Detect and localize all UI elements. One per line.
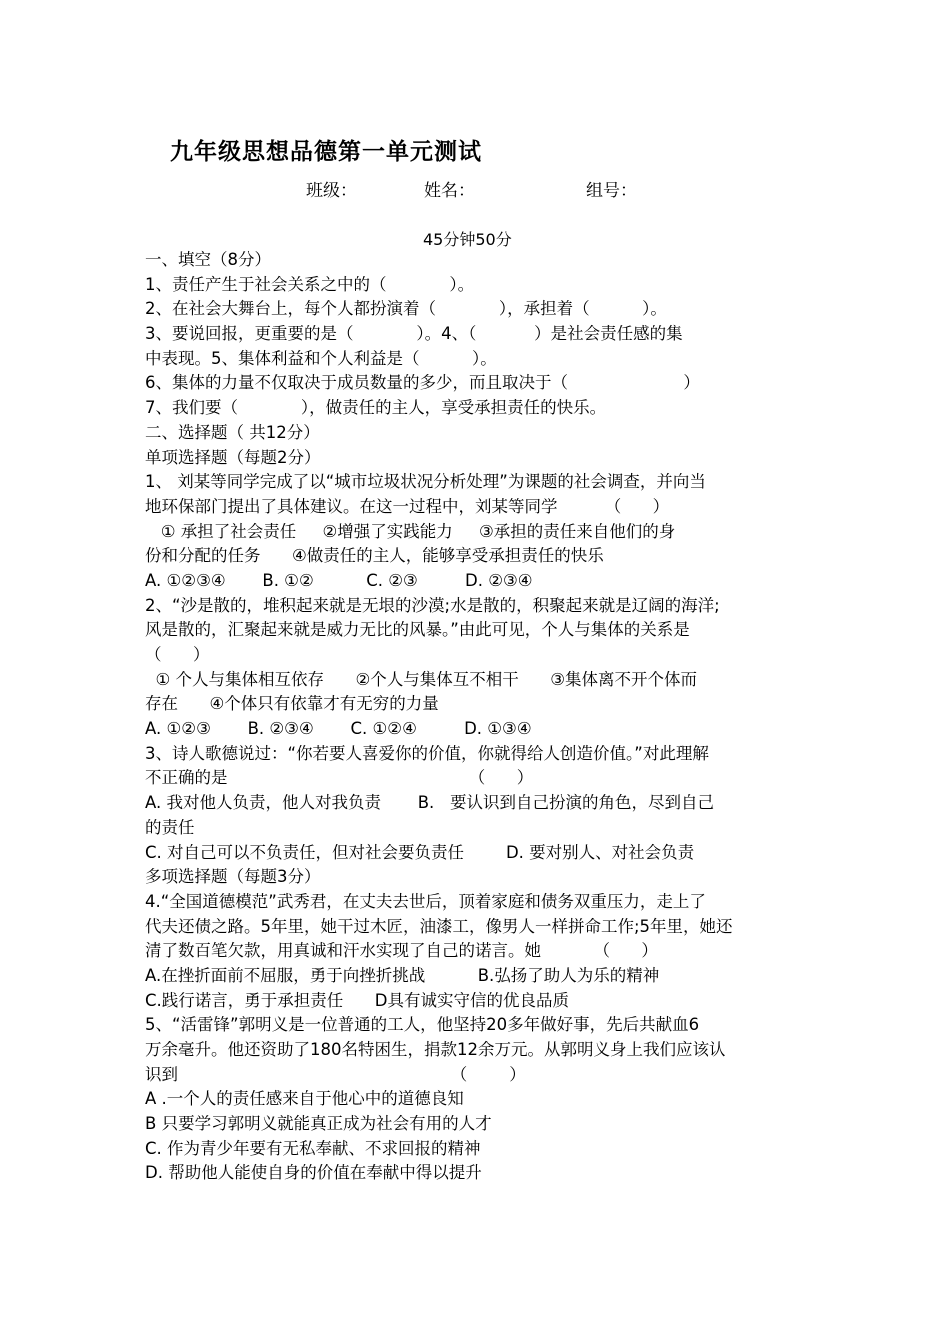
text-line: 不正确的是 （ ）	[145, 768, 534, 788]
text-line: A. ①②③④ B. ①② C. ②③ D. ②③④	[145, 570, 533, 590]
text-line: 2、“沙是散的，堆积起来就是无垠的沙漠;水是散的，积聚起来就是辽阔的海洋;	[145, 595, 720, 615]
page-title: 九年级思想品德第一单元测试	[170, 138, 482, 165]
text-line: 存在 ④个体只有依靠才有无穷的力量	[145, 694, 439, 714]
text-line: 清了数百笔欠款，用真诚和汗水实现了自己的诺言。她 （ ）	[145, 941, 658, 961]
text-line: 4.“全国道德模范”武秀君，在丈夫去世后，顶着家庭和债务双重压力，走上了	[145, 891, 706, 911]
text-line: 的责任	[145, 817, 195, 837]
text-line: 3、要说回报，更重要的是（ ）。4、（ ）是社会责任感的集	[145, 324, 683, 344]
text-line: 单项选择题（每题2分）	[145, 447, 321, 467]
text-line: 代夫还债之路。5年里，她干过木匠，油漆工，像男人一样拼命工作;5年里，她还	[145, 916, 733, 936]
text-line: B 只要学习郭明义就能真正成为社会有用的人才	[145, 1114, 492, 1134]
text-line: 地环保部门提出了具体建议。在这一过程中，刘某等同学 （ ）	[145, 496, 670, 516]
text-line: 5、“活雷锋”郭明义是一位普通的工人，他坚持20多年做好事，先后共献血6	[145, 1015, 700, 1035]
text-line: 2、在社会大舞台上，每个人都扮演着（ ），承担着（ ）。	[145, 299, 667, 319]
text-line: （ ）	[145, 645, 210, 664]
text-line: 二、选择题（ 共12分）	[145, 422, 320, 442]
text-line: 多项选择题（每题3分）	[145, 867, 321, 887]
text-line: D. 帮助他人能使自身的价值在奉献中得以提升	[145, 1163, 482, 1183]
text-line: C.践行诺言，勇于承担责任 D具有诚实守信的优良品质	[145, 990, 569, 1010]
text-line: 1、 刘某等同学完成了以“城市垃圾状况分析处理”为课题的社会调查，并向当	[145, 472, 706, 492]
text-line: 7、我们要（ ），做责任的主人，享受承担责任的快乐。	[145, 398, 607, 418]
text-line: A. 我对他人负责，他人对我负责 B. 要认识到自己扮演的角色，尽到自己	[145, 793, 715, 813]
text-line: 识到 （ ）	[145, 1064, 526, 1084]
text-line: 6、集体的力量不仅取决于成员数量的多少，而且取决于（ ）	[145, 373, 700, 393]
text-line: C. 作为青少年要有无私奉献、不求回报的精神	[145, 1138, 481, 1158]
text-line: 份和分配的任务 ④做责任的主人，能够享受承担责任的快乐	[145, 546, 604, 566]
text-line: A .一个人的责任感来自于他心中的道德良知	[145, 1089, 464, 1109]
text-line: A.在挫折面前不屈服，勇于向挫折挑战 B.弘扬了助人为乐的精神	[145, 965, 660, 985]
text-line: ① 承担了社会责任 ②增强了实践能力 ③承担的责任来自他们的身	[145, 521, 676, 541]
group-label: 组号：	[586, 181, 637, 201]
class-label: 班级：	[306, 181, 357, 201]
name-label: 姓名：	[424, 181, 475, 201]
text-line: 中表现。5、集体利益和个人利益是（ ）。	[145, 348, 497, 368]
text-line: 3、诗人歌德说过：“你若要人喜爱你的价值，你就得给人创造价值。”对此理解	[145, 743, 709, 763]
text-line: C. 对自己可以不负责任，但对社会要负责任 D. 要对别人、对社会负责	[145, 842, 695, 862]
text-line: 一、填空（8分）	[145, 250, 271, 269]
text-line: 万余毫升。他还资助了180名特困生，捐款12余万元。从郭明义身上我们应该认	[145, 1040, 726, 1059]
text-line: 1、责任产生于社会关系之中的（ ）。	[145, 274, 475, 294]
time-score-info: 45分钟50分	[423, 230, 512, 249]
text-line: ① 个人与集体相互依存 ②个人与集体互不相干 ③集体离不开个体而	[145, 669, 698, 689]
text-line: 风是散的，汇聚起来就是威力无比的风暴。”由此可见，个人与集体的关系是	[145, 620, 690, 640]
exam-body	[145, 248, 815, 1186]
text-line: A. ①②③ B. ②③④ C. ①②④ D. ①③④	[145, 719, 532, 739]
